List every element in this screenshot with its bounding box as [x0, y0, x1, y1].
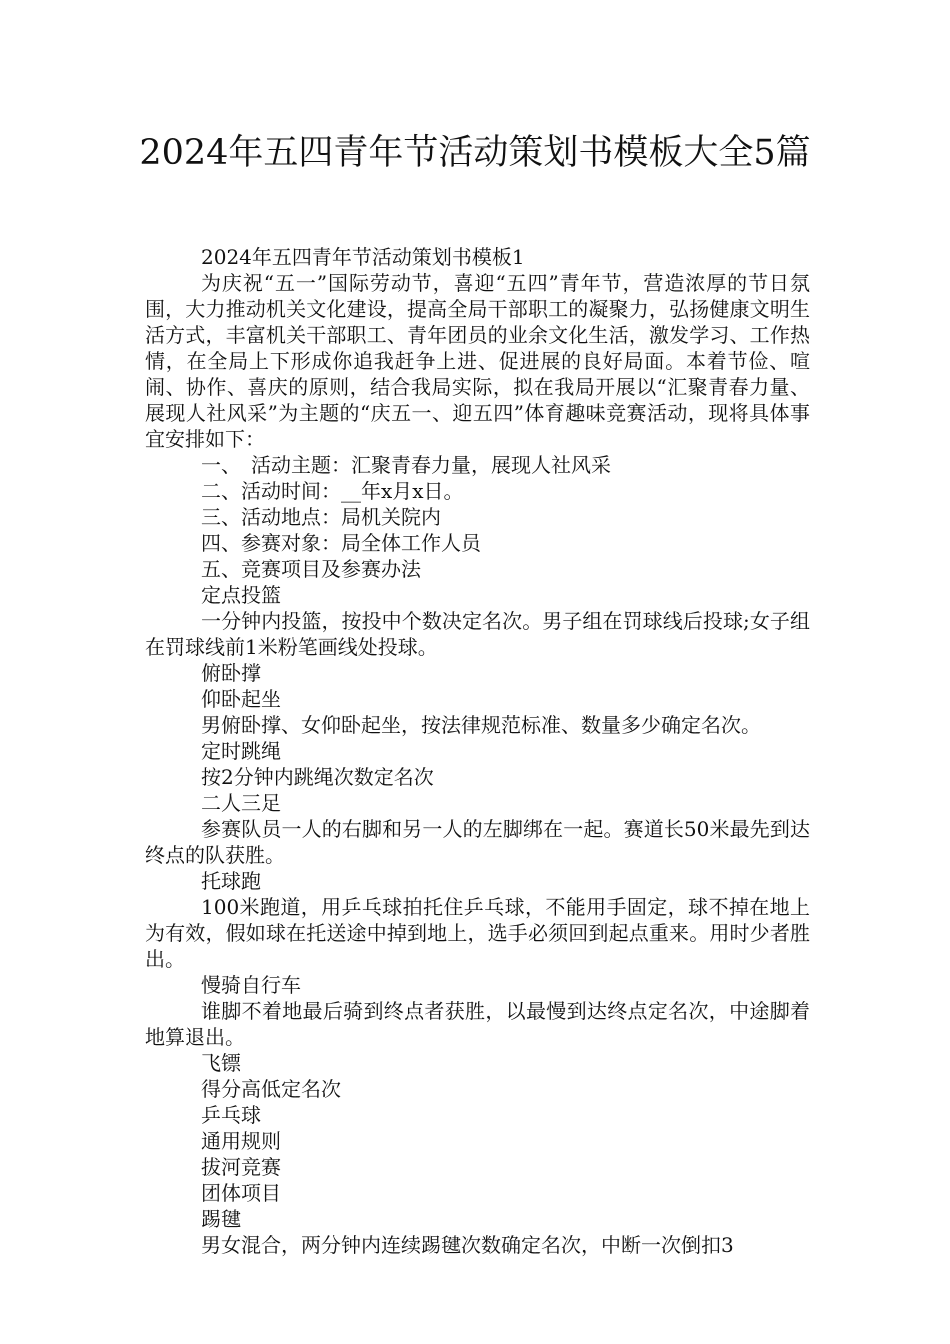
event-name: 仰卧起坐 — [201, 687, 281, 711]
section-heading: 2024年五四青年节活动策划书模板1 — [201, 245, 525, 269]
event-name: 踢毽 — [201, 1207, 241, 1231]
activity-theme: 一、 活动主题：汇聚青春力量，展现人社风采 — [201, 453, 611, 477]
event-name: 飞镖 — [201, 1051, 241, 1075]
intro-paragraph: 为庆祝“五一”国际劳动节，喜迎“五四”青年节，营造浓厚的节日氛围，大力推动机关文化建设，提高全局干部职工的凝聚力，弘扬健康文明生活方式，丰富机关干部职工、青年团员的业余文化生活，激发学习、工作热情，在全局上下形成你追我赶争上进、促进展的良好局面。本着节俭、喧闹、协作、喜庆的原则，结合我局实际，拟在我局开展以“汇聚青春力量、展现人社风采”为主题的“庆五一、迎五四”体育趣味竞赛活动，现将具体事宜安排如下： — [145, 271, 810, 451]
document-title: 2024年五四青年节活动策划书模板大全5篇 — [139, 133, 811, 173]
activity-time: 二、活动时间：__年x月x日。 — [201, 479, 464, 503]
event-name: 拔河竞赛 — [201, 1155, 281, 1179]
event-name: 定时跳绳 — [201, 739, 281, 763]
event-rule: 得分高低定名次 — [201, 1077, 341, 1101]
event-rule: 按2分钟内跳绳次数定名次 — [201, 765, 434, 789]
event-name: 二人三足 — [201, 791, 281, 815]
event-rule: 谁脚不着地最后骑到终点者获胜，以最慢到达终点定名次，中途脚着地算退出。 — [145, 999, 810, 1049]
event-name: 俯卧撑 — [201, 661, 261, 685]
event-rule: 参赛队员一人的右脚和另一人的左脚绑在一起。赛道长50米最先到达终点的队获胜。 — [145, 817, 810, 867]
event-rule: 男女混合，两分钟内连续踢毽次数确定名次，中断一次倒扣3 — [201, 1233, 734, 1257]
document-body — [145, 244, 810, 1258]
participants: 四、参赛对象：局全体工作人员 — [201, 531, 481, 555]
event-name: 慢骑自行车 — [201, 973, 301, 997]
event-name: 定点投篮 — [201, 583, 281, 607]
activity-location: 三、活动地点：局机关院内 — [201, 505, 441, 529]
event-rule: 团体项目 — [201, 1181, 281, 1205]
event-rule: 100米跑道，用乒乓球拍托住乒乓球，不能用手固定，球不掉在地上为有效，假如球在托送途中掉到地上，选手必须回到起点重来。用时少者胜出。 — [145, 895, 810, 971]
event-rule: 通用规则 — [201, 1129, 281, 1153]
event-name: 乒乓球 — [201, 1103, 261, 1127]
event-rule: 男俯卧撑、女仰卧起坐，按法律规范标准、数量多少确定名次。 — [201, 713, 761, 737]
event-name: 托球跑 — [201, 869, 261, 893]
events-heading: 五、竞赛项目及参赛办法 — [201, 557, 421, 581]
event-rule: 一分钟内投篮，按投中个数决定名次。男子组在罚球线后投球;女子组在罚球线前1米粉笔画线处投球。 — [145, 609, 810, 659]
